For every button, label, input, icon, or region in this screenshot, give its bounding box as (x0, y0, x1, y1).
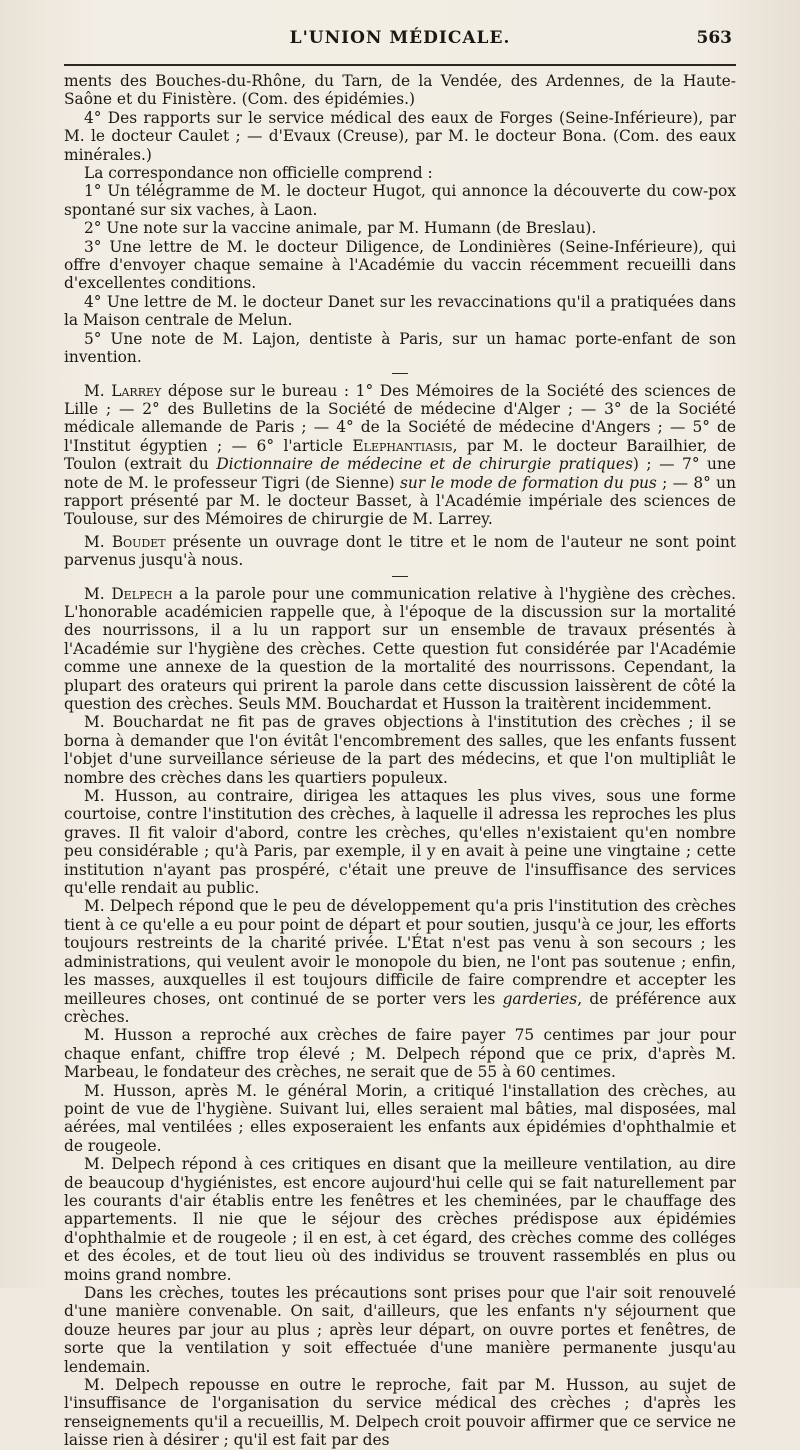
paragraph: 5° Une note de M. Lajon, dentiste à Paris, sur un hamac porte-enfant de son invention. (64, 329, 736, 367)
section-separator (392, 373, 408, 374)
section-separator (392, 576, 408, 577)
paragraph: La correspondance non officielle comprend : (84, 164, 433, 183)
paragraph: 4° Une lettre de M. le docteur Danet sur les revaccinations qu'il a pratiquées dans la Maison centrale de Melun. (64, 292, 736, 330)
paragraph: 3° Une lettre de M. le docteur Diligence, de Londinières (Seine-Inférieure), qui offre d'envoyer chaque semaine à l'Académie du vaccin récemment recueilli dans d'excellentes conditions. (64, 237, 736, 293)
paragraph-garderies: M. Delpech répond que le peu de développement qu'a pris l'institution des crèches tient à ce qu'elle a eu pour point de départ et pour soutien, jusqu'à ce jour, les efforts toujours restreints de la charité privée. L'État n'est pas venu à son secours ; les administrations, qui veulent avoir le monopole du bien, ne l'ont pas soutenue ; enfin, les masses, auxquelles il est toujours difficile de faire comprendre et accepter les meilleures choses, ont continué de se porter vers les garderies, de préférence aux crèches. (64, 897, 736, 1026)
paragraph: M. Delpech repousse en outre le reproche, fait par M. Husson, au sujet de l'insuffisance de l'organisation du service médical des crèches ; d'après les renseignements qu'il a recueillis, M. Delpech croit pouvoir affirmer que ce service ne laisse rien à désirer ; qu'il est fait par des (64, 1376, 736, 1450)
paragraph: 4° Des rapports sur le service médical des eaux de Forges (Seine-Inférieure), par M. le docteur Caulet ; — d'Evaux (Creuse), par M. le docteur Bona. (Com. des eaux minérales.) (64, 108, 736, 164)
paragraph: M. Husson, après M. le général Morin, a critiqué l'installation des crèches, au point de vue de l'hygiène. Suivant lui, elles seraient mal bâties, mal disposées, mal aérées, mal ventilées ; elles exposeraient les enfants aux épidémies d'ophthalmie et de rougeole. (64, 1081, 736, 1155)
paragraph: M. Delpech répond à ces critiques en disant que la meilleure ventilation, au dire de beaucoup d'hygiénistes, est encore aujourd'hui celle qui se fait naturellement par les courants d'air établis entre les fenêtres et les cheminées, par le chauffage des appartements. Il nie que le séjour des crèches prédispose aux épidémies d'ophthalmie et de rougeole ; il en est, à cet égard, des crèches comme des colléges et des écoles, et de tout lieu où des individus se trouvent rassemblés en plus ou moins grand nombre. (64, 1155, 736, 1284)
paragraph: 1° Un télégramme de M. le docteur Hugot, qui annonce la découverte du cow-pox spontané sur six vaches, à Laon. (64, 182, 736, 219)
journal-title: L'UNION MÉDICALE. (289, 28, 511, 48)
paragraph-boudet: M. Boudet présente un ouvrage dont le titre et le nom de l'auteur ne sont point parvenus jusqu'à nous. (64, 532, 736, 570)
speaker-name: M. Larrey (84, 381, 162, 400)
paragraph-larrey: M. Larrey dépose sur le bureau : 1° Des Mémoires de la Société des sciences de Lille ; — 2° des Bulletins de la Société de médecine d'Alger ; — 3° de la Société médicale allemande de Paris ; — 4° de la Société de médecine d'Angers ; — 5° de l'Institut égyptien ; — 6° l'article Elephantiasis, par M. le docteur Barailhier, de Toulon (extrait du Dictionnaire de médecine et de chirurgie pratiques) ; — 7° une note de M. le professeur Tigri (de Sienne) sur le mode de formation du pus ; — 8° un rapport présenté par M. le docteur Basset, à l'Académie impériale des sciences de Toulouse, sur des Mémoires de chirurgie de M. Larrey. (64, 381, 736, 529)
paragraph: M. Bouchardat ne fit pas de graves objections à l'institution des crèches ; il se borna à demander que l'on évitât l'encombrement des salles, que les enfants fussent l'objet d'une surveillance sérieuse de la part des médecins, et que l'on multipliât le nombre des crèches dans les quartiers populeux. (64, 713, 736, 787)
paragraph: M. Husson a reproché aux crèches de faire payer 75 centimes par jour pour chaque enfant, chiffre trop élevé ; M. Delpech répond que ce prix, d'après M. Marbeau, le fondateur des crèches, ne serait que de 55 à 60 centimes. (64, 1026, 736, 1082)
paragraph: Dans les crèches, toutes les précautions sont prises pour que l'air soit renouvelé d'une manière convenable. On sait, d'ailleurs, que les enfants n'y séjournent que douze heures par jour au plus ; après leur départ, on ouvre portes et fenêtres, de sorte que la ventilation y soit effectuée d'une manière permanente jusqu'au lendemain. (64, 1284, 736, 1376)
page-number: 563 (696, 28, 732, 48)
header-rule (64, 64, 736, 66)
speaker-name: M. Boudet (84, 532, 166, 551)
article-body (64, 72, 736, 1450)
speaker-name: M. Delpech (84, 584, 173, 603)
paragraph: ments des Bouches-du-Rhône, du Tarn, de la Vendée, des Ardennes, de la Haute-Saône et du Finistère. (Com. des épidémies.) (64, 72, 736, 109)
paragraph: 2° Une note sur la vaccine animale, par M. Humann (de Breslau). (84, 219, 597, 238)
running-head (64, 28, 736, 58)
paragraph: M. Husson, au contraire, dirigea les attaques les plus vives, sous une forme courtoise, contre l'institution des crèches, à laquelle il adressa les reproches les plus graves. Il fit valoir d'abord, contre les crèches, qu'elles n'existaient qu'en nombre peu considérable ; qu'à Paris, par exemple, il y en avait à peine une vingtaine ; cette institution n'ayant pas prospéré, c'était une preuve de l'insuffisance des services qu'elle rendait au public. (64, 787, 736, 898)
paragraph-delpech: M. Delpech a la parole pour une communication relative à l'hygiène des crèches. L'honorable académicien rappelle que, à l'époque de la discussion sur la mortalité des nourrissons, il a lu un rapport sur un ensemble de travaux présentés à l'Académie sur l'hygiène des crèches. Cette question fut considérée par l'Académie comme une annexe de la question de la mortalité des nourrissons. Cependant, la plupart des orateurs qui prirent la parole dans cette discussion laissèrent de côté la question des crèches. Seuls MM. Bouchardat et Husson la traitèrent incidemment. (64, 584, 736, 713)
